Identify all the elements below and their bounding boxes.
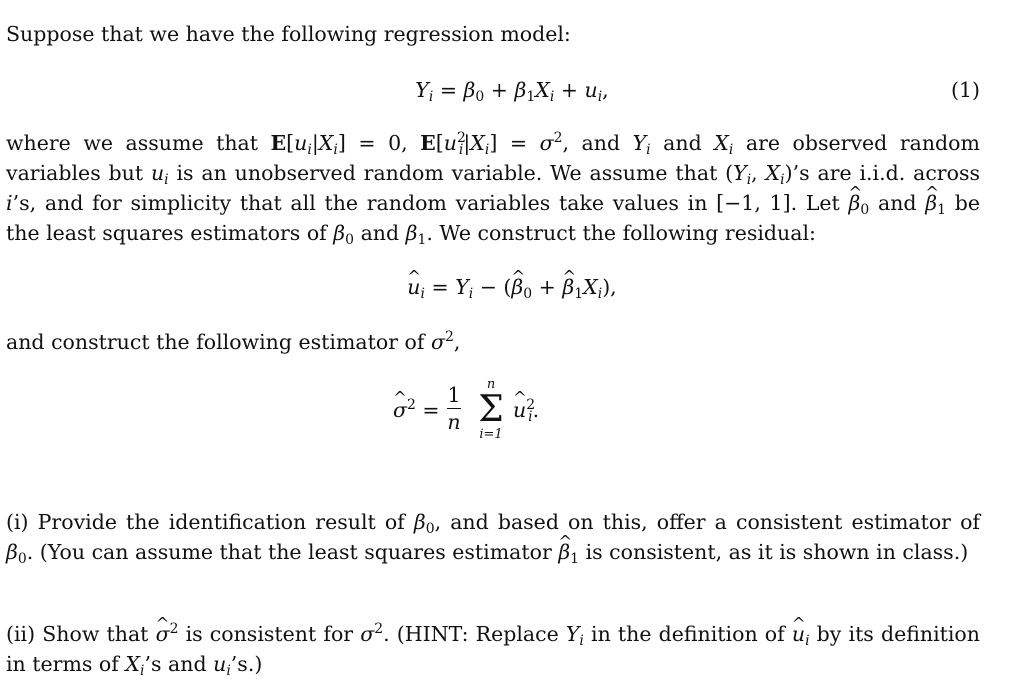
paragraph-line: i’s, and for simplicity that all the random variables take values in [−1, 1]. Let ^ $\beta_0$ and ^ $\beta_1$ be	[6, 188, 980, 218]
question-ii-line: in terms of $X_i’s$ and $u_i’s$.)	[6, 652, 263, 680]
question-i-line: (i) Provide the identification result of $\beta_0$, and based on this, offer a consistent estimator of	[6, 510, 980, 538]
regression-equation: $Y_i = \beta_0 + \beta_1X_i + u_i$,	[415, 78, 609, 106]
paragraph-line: where we assume that $E[u_i|X_i] = 0$, $E[u^2_i|X_i] = \sigma^2$, and $Y_i$ and $X_i$ are observed random	[6, 130, 980, 159]
intro-text: Suppose that we have the following regression model:	[6, 22, 571, 46]
question-ii-line: (ii) Show that ^ $\sigma^2$ is consistent for $\sigma^2$. (HINT: Replace $Y_i$ in the definition of ^ $u_i$ by its definition	[6, 619, 980, 649]
paragraph-line: the least squares estimators of $\beta_0$ and $\beta_1$. We construct the following residual:	[6, 221, 816, 249]
question-i-line: $\beta_0$. (You can assume that the least squares estimator ^ $\beta_1$ is consistent, as it is shown in class.)	[6, 537, 980, 567]
residual-equation: ^ $u_i = Y_i$ − (^ $\beta_0$ + ^ $\beta_1X_i$),	[0, 272, 1024, 302]
paragraph-line: and construct the following estimator of $\sigma^2$,	[6, 329, 461, 354]
sigma-hat-estimator-equation: ^ $\sigma^2$ = 1 n n Σ i=1 ^ $u^2_i$.	[393, 378, 593, 458]
paragraph-line: variables but $u_i$ is an unobserved random variable. We assume that ($Y_i$, $X_i)’s$ are i.i.d. across	[6, 161, 980, 189]
equation-number: (1)	[950, 78, 980, 102]
